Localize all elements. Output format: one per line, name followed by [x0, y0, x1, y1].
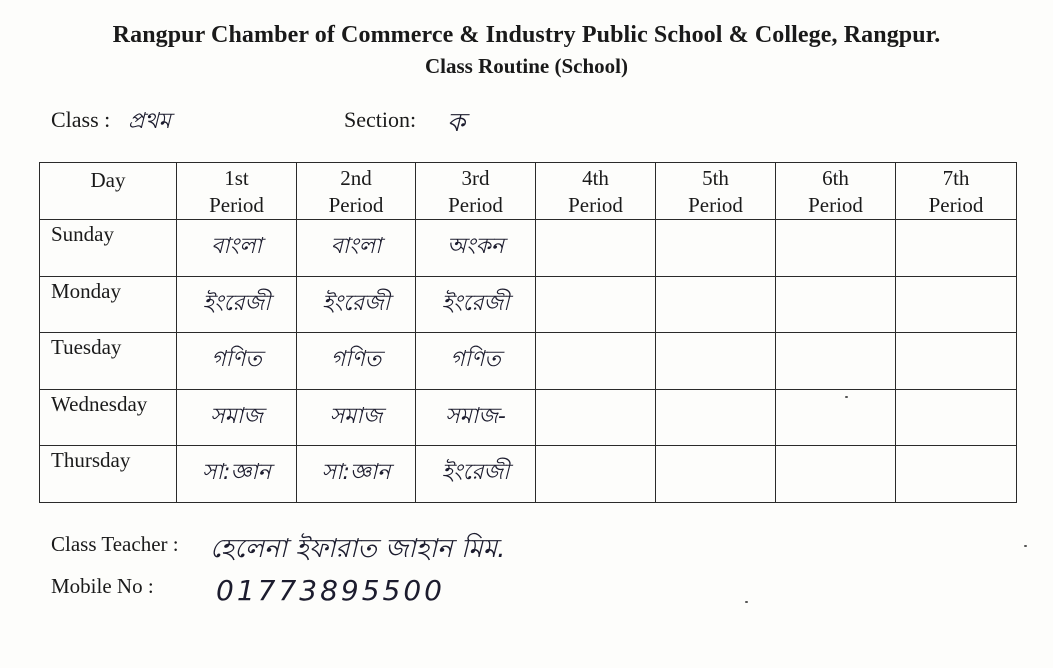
period-cell: গণিত: [297, 333, 416, 390]
column-header-line: 2nd: [340, 166, 372, 190]
column-header-line: 6th: [822, 166, 849, 190]
period-cell: বাংলা: [297, 220, 416, 277]
table-row: [40, 220, 1017, 277]
column-header-period-5: [656, 163, 776, 220]
period-cell: সা:জ্ঞান: [177, 446, 297, 503]
period-cell: ইংরেজী: [297, 276, 416, 333]
column-header-line: Period: [448, 193, 503, 217]
period-cell: [536, 446, 656, 503]
period-cell: [776, 446, 896, 503]
column-header-line: 3rd: [461, 166, 490, 190]
period-cell: [896, 276, 1017, 333]
section-label: Section:: [344, 107, 417, 132]
period-cell: অংকন: [416, 220, 536, 277]
period-cell: সা:জ্ঞান: [297, 446, 416, 503]
class-value: প্রথম: [128, 109, 171, 134]
header-row: [40, 163, 1017, 220]
period-cell: [656, 389, 776, 446]
period-cell: [536, 333, 656, 390]
column-header-day: [40, 163, 177, 220]
column-header-line: Period: [328, 193, 384, 217]
table-row: [40, 333, 1017, 390]
table-row: [40, 446, 1017, 503]
column-header-line: Period: [568, 193, 623, 217]
period-cell: [776, 220, 896, 277]
column-header-period-4: [536, 163, 656, 220]
paper-speck: [745, 601, 748, 603]
column-header-period-7: [896, 163, 1017, 220]
period-cell: [896, 333, 1017, 390]
period-cell: [896, 389, 1017, 446]
period-cell: [656, 446, 776, 503]
column-header-line: Day: [90, 168, 126, 192]
paper-speck: [845, 396, 848, 398]
period-cell: [896, 446, 1017, 503]
period-cell: সমাজ: [297, 389, 416, 446]
column-header-period-3: [416, 163, 536, 220]
routine-body: [40, 220, 1017, 503]
column-header-line: Period: [928, 193, 984, 217]
day-cell: Wednesday: [40, 389, 177, 446]
column-header-line: 7th: [942, 166, 970, 190]
period-cell: [776, 333, 896, 390]
column-header-period-6: [776, 163, 896, 220]
column-header-period-1: [177, 163, 297, 220]
period-cell: [656, 333, 776, 390]
day-cell: Monday: [40, 276, 177, 333]
school-title: Rangpur Chamber of Commerce & Industry Public School & College, Rangpur.: [112, 22, 941, 48]
class-label: Class :: [51, 107, 111, 132]
column-header-period-2: [297, 163, 416, 220]
table-row: [40, 389, 1017, 446]
table-row: [40, 276, 1017, 333]
column-header-line: 5th: [702, 166, 729, 190]
period-cell: [656, 220, 776, 277]
mobile-label: Mobile No :: [51, 574, 154, 598]
routine-table: [39, 162, 1017, 503]
column-header-line: Period: [808, 193, 863, 217]
mobile-value: 01773895500: [216, 574, 445, 607]
column-header-line: Period: [688, 193, 743, 217]
period-cell: বাংলা: [177, 220, 297, 277]
period-cell: [896, 220, 1017, 277]
section-value: ক: [447, 108, 466, 138]
column-header-line: Period: [209, 193, 264, 217]
day-cell: Sunday: [40, 220, 177, 277]
period-cell: [656, 276, 776, 333]
period-cell: সমাজ: [177, 389, 297, 446]
period-cell: [536, 220, 656, 277]
class-teacher-label: Class Teacher :: [51, 532, 179, 556]
period-cell: [536, 276, 656, 333]
period-cell: গণিত: [177, 333, 297, 390]
period-cell: ইংরেজী: [416, 446, 536, 503]
day-cell: Thursday: [40, 446, 177, 503]
period-cell: ইংরেজী: [416, 276, 536, 333]
period-cell: সমাজ-: [416, 389, 536, 446]
class-teacher-value: হেলেনা ইফারাত জাহান মিম.: [210, 534, 506, 564]
column-header-line: 4th: [582, 166, 609, 190]
period-cell: [536, 389, 656, 446]
paper-speck: [1024, 545, 1027, 547]
column-header-line: 1st: [224, 166, 249, 190]
period-cell: গণিত: [416, 333, 536, 390]
period-cell: [776, 389, 896, 446]
routine-subtitle: Class Routine (School): [424, 54, 629, 78]
period-cell: [776, 276, 896, 333]
period-cell: ইংরেজী: [177, 276, 297, 333]
day-cell: Tuesday: [40, 333, 177, 390]
